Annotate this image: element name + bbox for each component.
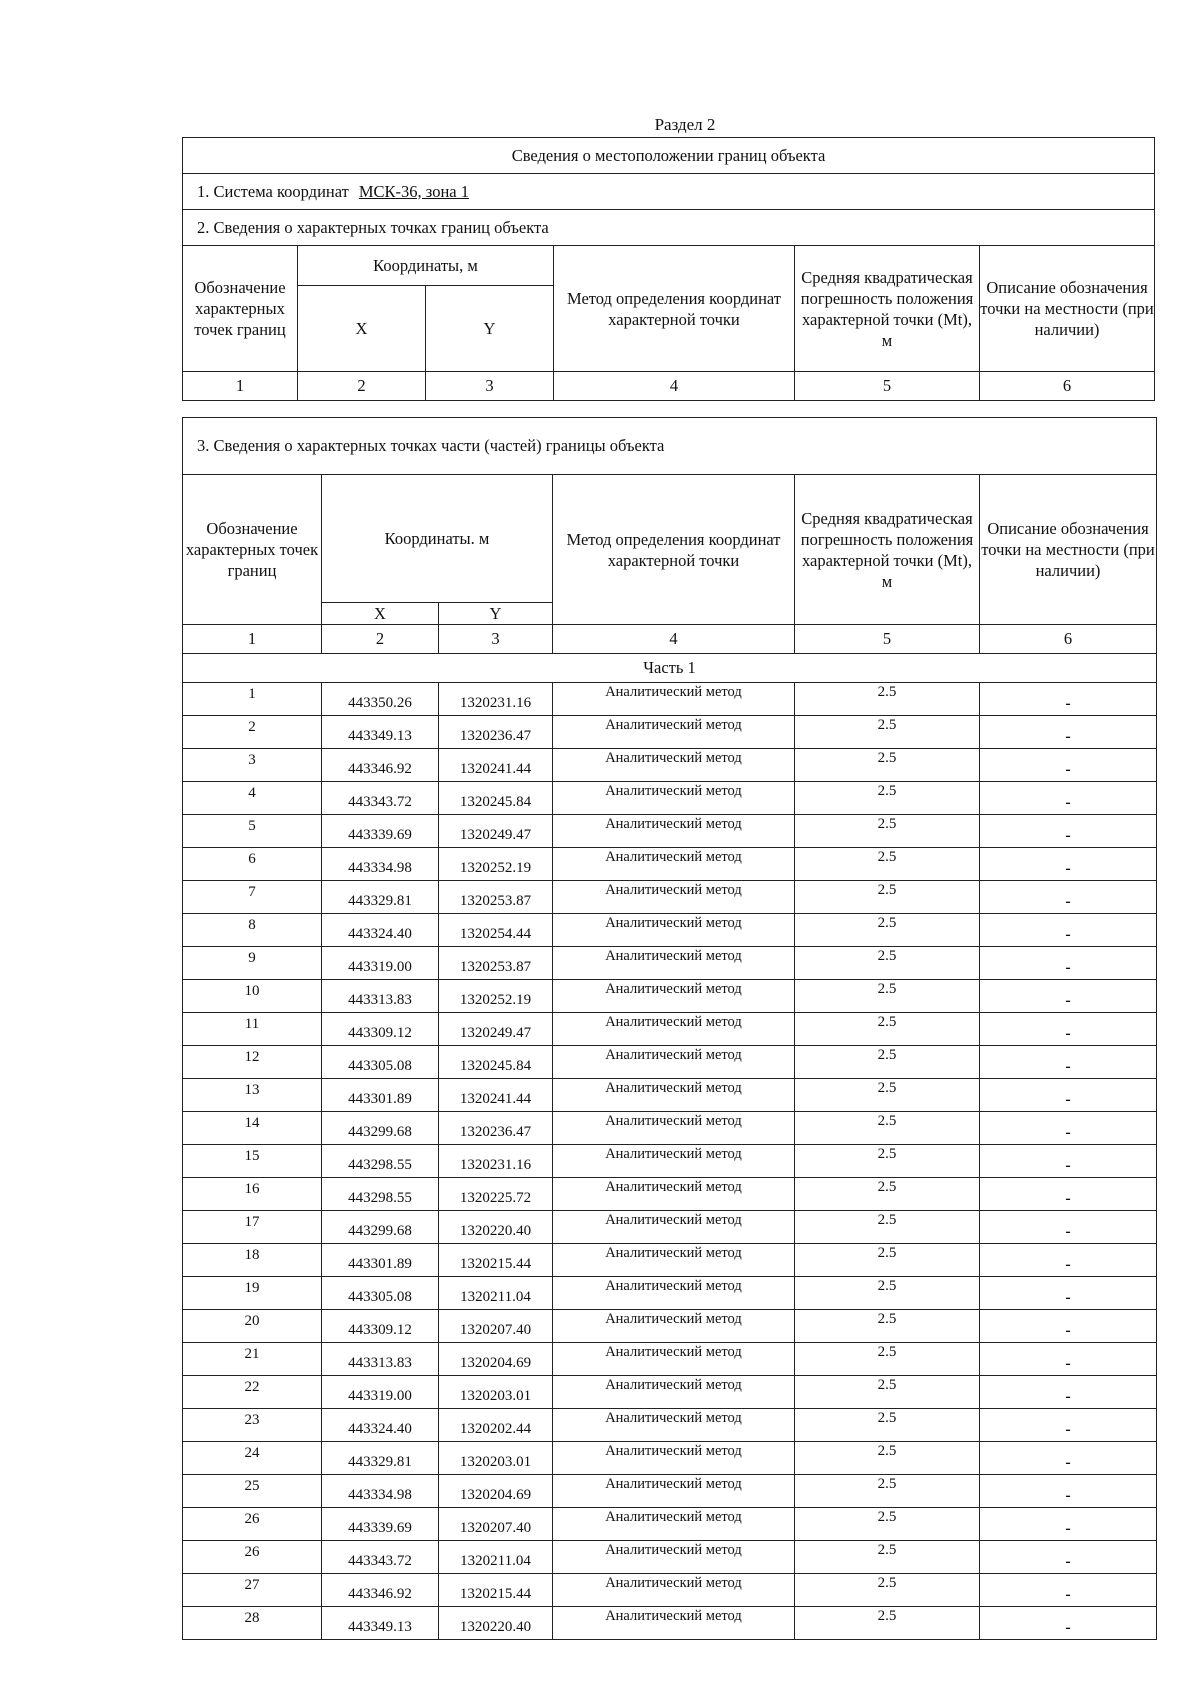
coord-x: 443298.55 (322, 1145, 439, 1178)
column-number: 5 (795, 372, 980, 401)
coord-x: 443349.13 (322, 716, 439, 749)
method-value: Аналитический метод (553, 980, 795, 1013)
description-value: - (980, 1607, 1157, 1640)
column-number: 1 (183, 372, 298, 401)
header-description: Описание обозначения точки на местности (при наличии) (980, 475, 1157, 625)
accuracy-value: 2.5 (795, 683, 980, 716)
point-number: 22 (183, 1376, 322, 1409)
point-number: 17 (183, 1211, 322, 1244)
table-row (183, 1277, 1157, 1310)
column-number: 3 (439, 625, 553, 654)
coord-y: 1320236.47 (439, 716, 553, 749)
header-designation: Обозначение характерных точек границ (183, 475, 322, 625)
table-row (183, 1046, 1157, 1079)
coord-x: 443339.69 (322, 815, 439, 848)
point-number: 6 (183, 848, 322, 881)
accuracy-value: 2.5 (795, 1442, 980, 1475)
description-value: - (980, 947, 1157, 980)
accuracy-value: 2.5 (795, 1277, 980, 1310)
description-value: - (980, 1343, 1157, 1376)
coord-y: 1320225.72 (439, 1178, 553, 1211)
coord-x: 443313.83 (322, 980, 439, 1013)
coordinate-system-value: МСК-36, зона 1 (358, 181, 469, 201)
boundary-points-title: 2. Сведения о характерных точках границ объекта (183, 210, 1155, 246)
column-number: 4 (553, 625, 795, 654)
coord-y: 1320207.40 (439, 1310, 553, 1343)
method-value: Аналитический метод (553, 914, 795, 947)
method-value: Аналитический метод (553, 1310, 795, 1343)
accuracy-value: 2.5 (795, 1145, 980, 1178)
header-accuracy: Средняя квадратическая погрешность положения характерной точки (Mt), м (795, 475, 980, 625)
description-value: - (980, 1211, 1157, 1244)
point-number: 14 (183, 1112, 322, 1145)
header-coords: Координаты, м (298, 246, 554, 286)
accuracy-value: 2.5 (795, 1541, 980, 1574)
point-number: 8 (183, 914, 322, 947)
description-value: - (980, 1442, 1157, 1475)
method-value: Аналитический метод (553, 749, 795, 782)
description-value: - (980, 749, 1157, 782)
point-number: 25 (183, 1475, 322, 1508)
accuracy-value: 2.5 (795, 881, 980, 914)
coord-x: 443329.81 (322, 881, 439, 914)
coord-x: 443298.55 (322, 1178, 439, 1211)
point-number: 2 (183, 716, 322, 749)
table-row (183, 1310, 1157, 1343)
coord-y: 1320245.84 (439, 1046, 553, 1079)
coord-y: 1320215.44 (439, 1574, 553, 1607)
header-description: Описание обозначения точки на местности (при наличии) (980, 246, 1155, 372)
accuracy-value: 2.5 (795, 1079, 980, 1112)
method-value: Аналитический метод (553, 716, 795, 749)
accuracy-value: 2.5 (795, 1343, 980, 1376)
point-number: 11 (183, 1013, 322, 1046)
accuracy-value: 2.5 (795, 1211, 980, 1244)
table-row (183, 1112, 1157, 1145)
table-row (183, 1178, 1157, 1211)
coord-y: 1320211.04 (439, 1277, 553, 1310)
description-value: - (980, 1310, 1157, 1343)
description-value: - (980, 716, 1157, 749)
method-value: Аналитический метод (553, 1607, 795, 1640)
point-number: 28 (183, 1607, 322, 1640)
part-boundary-table (182, 417, 1157, 1640)
method-value: Аналитический метод (553, 1376, 795, 1409)
column-number: 6 (980, 625, 1157, 654)
accuracy-value: 2.5 (795, 1178, 980, 1211)
points-table-body (183, 683, 1157, 1640)
coord-y: 1320204.69 (439, 1475, 553, 1508)
coord-x: 443346.92 (322, 1574, 439, 1607)
method-value: Аналитический метод (553, 782, 795, 815)
accuracy-value: 2.5 (795, 782, 980, 815)
column-number: 5 (795, 625, 980, 654)
description-value: - (980, 1376, 1157, 1409)
point-number: 20 (183, 1310, 322, 1343)
coord-y: 1320203.01 (439, 1442, 553, 1475)
column-numbers-row (183, 372, 1155, 401)
header-method: Метод определения координат характерной точки (553, 475, 795, 625)
coord-x: 443343.72 (322, 782, 439, 815)
method-value: Аналитический метод (553, 1112, 795, 1145)
point-number: 13 (183, 1079, 322, 1112)
table-row (183, 980, 1157, 1013)
coord-y: 1320220.40 (439, 1211, 553, 1244)
coord-x: 443343.72 (322, 1541, 439, 1574)
coord-x: 443319.00 (322, 947, 439, 980)
table-row (183, 1343, 1157, 1376)
description-value: - (980, 1574, 1157, 1607)
accuracy-value: 2.5 (795, 1475, 980, 1508)
accuracy-value: 2.5 (795, 1607, 980, 1640)
table-row (183, 1145, 1157, 1178)
table-row (183, 1079, 1157, 1112)
point-number: 15 (183, 1145, 322, 1178)
method-value: Аналитический метод (553, 1475, 795, 1508)
description-value: - (980, 1409, 1157, 1442)
description-value: - (980, 683, 1157, 716)
header-x: X (322, 603, 439, 625)
point-number: 9 (183, 947, 322, 980)
accuracy-value: 2.5 (795, 947, 980, 980)
coord-x: 443334.98 (322, 848, 439, 881)
coord-x: 443350.26 (322, 683, 439, 716)
accuracy-value: 2.5 (795, 1376, 980, 1409)
point-number: 23 (183, 1409, 322, 1442)
coord-x: 443313.83 (322, 1343, 439, 1376)
method-value: Аналитический метод (553, 1574, 795, 1607)
column-number: 2 (298, 372, 426, 401)
header-y: Y (426, 286, 554, 372)
point-number: 4 (183, 782, 322, 815)
coordinate-system-row (183, 174, 1155, 210)
table-row (183, 848, 1157, 881)
table-row (183, 1376, 1157, 1409)
description-value: - (980, 782, 1157, 815)
table-row (183, 881, 1157, 914)
coord-x: 443349.13 (322, 1607, 439, 1640)
coord-x: 443319.00 (322, 1376, 439, 1409)
description-value: - (980, 1475, 1157, 1508)
accuracy-value: 2.5 (795, 815, 980, 848)
table-row (183, 1574, 1157, 1607)
method-value: Аналитический метод (553, 1244, 795, 1277)
description-value: - (980, 1178, 1157, 1211)
method-value: Аналитический метод (553, 1046, 795, 1079)
coord-y: 1320245.84 (439, 782, 553, 815)
table-row (183, 716, 1157, 749)
point-number: 24 (183, 1442, 322, 1475)
header-x: X (298, 286, 426, 372)
coord-x: 443299.68 (322, 1211, 439, 1244)
coord-y: 1320253.87 (439, 947, 553, 980)
description-value: - (980, 1079, 1157, 1112)
description-value: - (980, 1244, 1157, 1277)
accuracy-value: 2.5 (795, 980, 980, 1013)
coord-y: 1320202.44 (439, 1409, 553, 1442)
accuracy-value: 2.5 (795, 914, 980, 947)
table-row (183, 782, 1157, 815)
header-coords: Координаты. м (322, 475, 553, 603)
method-value: Аналитический метод (553, 1013, 795, 1046)
coord-x: 443309.12 (322, 1310, 439, 1343)
method-value: Аналитический метод (553, 1145, 795, 1178)
method-value: Аналитический метод (553, 1178, 795, 1211)
accuracy-value: 2.5 (795, 848, 980, 881)
table-row (183, 1013, 1157, 1046)
part-label: Часть 1 (183, 654, 1157, 683)
coord-y: 1320249.47 (439, 815, 553, 848)
description-value: - (980, 1277, 1157, 1310)
method-value: Аналитический метод (553, 683, 795, 716)
accuracy-value: 2.5 (795, 1409, 980, 1442)
coord-y: 1320241.44 (439, 1079, 553, 1112)
coord-y: 1320203.01 (439, 1376, 553, 1409)
coord-y: 1320204.69 (439, 1343, 553, 1376)
coord-x: 443324.40 (322, 914, 439, 947)
coord-y: 1320241.44 (439, 749, 553, 782)
method-value: Аналитический метод (553, 848, 795, 881)
coord-x: 443334.98 (322, 1475, 439, 1508)
column-number: 6 (980, 372, 1155, 401)
method-value: Аналитический метод (553, 815, 795, 848)
table-row (183, 1475, 1157, 1508)
method-value: Аналитический метод (553, 1079, 795, 1112)
coord-x: 443301.89 (322, 1079, 439, 1112)
method-value: Аналитический метод (553, 1277, 795, 1310)
description-value: - (980, 881, 1157, 914)
accuracy-value: 2.5 (795, 1013, 980, 1046)
table-row (183, 947, 1157, 980)
method-value: Аналитический метод (553, 1211, 795, 1244)
coord-x: 443346.92 (322, 749, 439, 782)
table-row (183, 1508, 1157, 1541)
table-row (183, 1607, 1157, 1640)
accuracy-value: 2.5 (795, 1112, 980, 1145)
point-number: 26 (183, 1508, 322, 1541)
accuracy-value: 2.5 (795, 716, 980, 749)
table-row (183, 914, 1157, 947)
accuracy-value: 2.5 (795, 1310, 980, 1343)
point-number: 10 (183, 980, 322, 1013)
coord-x: 443329.81 (322, 1442, 439, 1475)
coord-y: 1320236.47 (439, 1112, 553, 1145)
part-boundary-title: 3. Сведения о характерных точках части (частей) границы объекта (183, 418, 1157, 475)
method-value: Аналитический метод (553, 1343, 795, 1376)
point-number: 12 (183, 1046, 322, 1079)
coord-x: 443301.89 (322, 1244, 439, 1277)
point-number: 21 (183, 1343, 322, 1376)
coord-x: 443324.40 (322, 1409, 439, 1442)
boundary-location-table (182, 137, 1155, 401)
table-row (183, 1211, 1157, 1244)
coord-y: 1320253.87 (439, 881, 553, 914)
coord-y: 1320231.16 (439, 1145, 553, 1178)
method-value: Аналитический метод (553, 1409, 795, 1442)
coord-y: 1320211.04 (439, 1541, 553, 1574)
method-value: Аналитический метод (553, 947, 795, 980)
table-row (183, 1244, 1157, 1277)
description-value: - (980, 1508, 1157, 1541)
coord-y: 1320252.19 (439, 980, 553, 1013)
description-value: - (980, 848, 1157, 881)
description-value: - (980, 1145, 1157, 1178)
description-value: - (980, 1046, 1157, 1079)
column-numbers-row (183, 625, 1157, 654)
header-y: Y (439, 603, 553, 625)
table-row (183, 749, 1157, 782)
column-number: 2 (322, 625, 439, 654)
coord-x: 443339.69 (322, 1508, 439, 1541)
point-number: 7 (183, 881, 322, 914)
column-number: 1 (183, 625, 322, 654)
point-number: 16 (183, 1178, 322, 1211)
header-method: Метод определения координат характерной точки (554, 246, 795, 372)
point-number: 26 (183, 1541, 322, 1574)
boundary-location-title: Сведения о местоположении границ объекта (183, 138, 1155, 174)
table-row (183, 1541, 1157, 1574)
point-number: 27 (183, 1574, 322, 1607)
column-number: 3 (426, 372, 554, 401)
method-value: Аналитический метод (553, 1541, 795, 1574)
accuracy-value: 2.5 (795, 1244, 980, 1277)
method-value: Аналитический метод (553, 1442, 795, 1475)
coord-y: 1320220.40 (439, 1607, 553, 1640)
coord-y: 1320249.47 (439, 1013, 553, 1046)
coordinate-system-label: 1. Система координат (197, 181, 349, 201)
accuracy-value: 2.5 (795, 1574, 980, 1607)
accuracy-value: 2.5 (795, 749, 980, 782)
coord-x: 443299.68 (322, 1112, 439, 1145)
description-value: - (980, 1541, 1157, 1574)
description-value: - (980, 1013, 1157, 1046)
point-number: 5 (183, 815, 322, 848)
point-number: 18 (183, 1244, 322, 1277)
coord-y: 1320207.40 (439, 1508, 553, 1541)
coord-y: 1320254.44 (439, 914, 553, 947)
header-designation: Обозначение характерных точек границ (183, 246, 298, 372)
description-value: - (980, 815, 1157, 848)
accuracy-value: 2.5 (795, 1046, 980, 1079)
method-value: Аналитический метод (553, 1508, 795, 1541)
point-number: 3 (183, 749, 322, 782)
coord-y: 1320215.44 (439, 1244, 553, 1277)
point-number: 1 (183, 683, 322, 716)
description-value: - (980, 1112, 1157, 1145)
method-value: Аналитический метод (553, 881, 795, 914)
coord-x: 443305.08 (322, 1046, 439, 1079)
description-value: - (980, 914, 1157, 947)
coord-y: 1320231.16 (439, 683, 553, 716)
description-value: - (980, 980, 1157, 1013)
table-row (183, 1442, 1157, 1475)
table-row (183, 683, 1157, 716)
table-row (183, 815, 1157, 848)
coord-x: 443309.12 (322, 1013, 439, 1046)
header-accuracy: Средняя квадратическая погрешность положения характерной точки (Mt), м (795, 246, 980, 372)
point-number: 19 (183, 1277, 322, 1310)
section-label: Раздел 2 (654, 115, 716, 134)
coord-y: 1320252.19 (439, 848, 553, 881)
column-number: 4 (554, 372, 795, 401)
table-row (183, 1409, 1157, 1442)
accuracy-value: 2.5 (795, 1508, 980, 1541)
coord-x: 443305.08 (322, 1277, 439, 1310)
